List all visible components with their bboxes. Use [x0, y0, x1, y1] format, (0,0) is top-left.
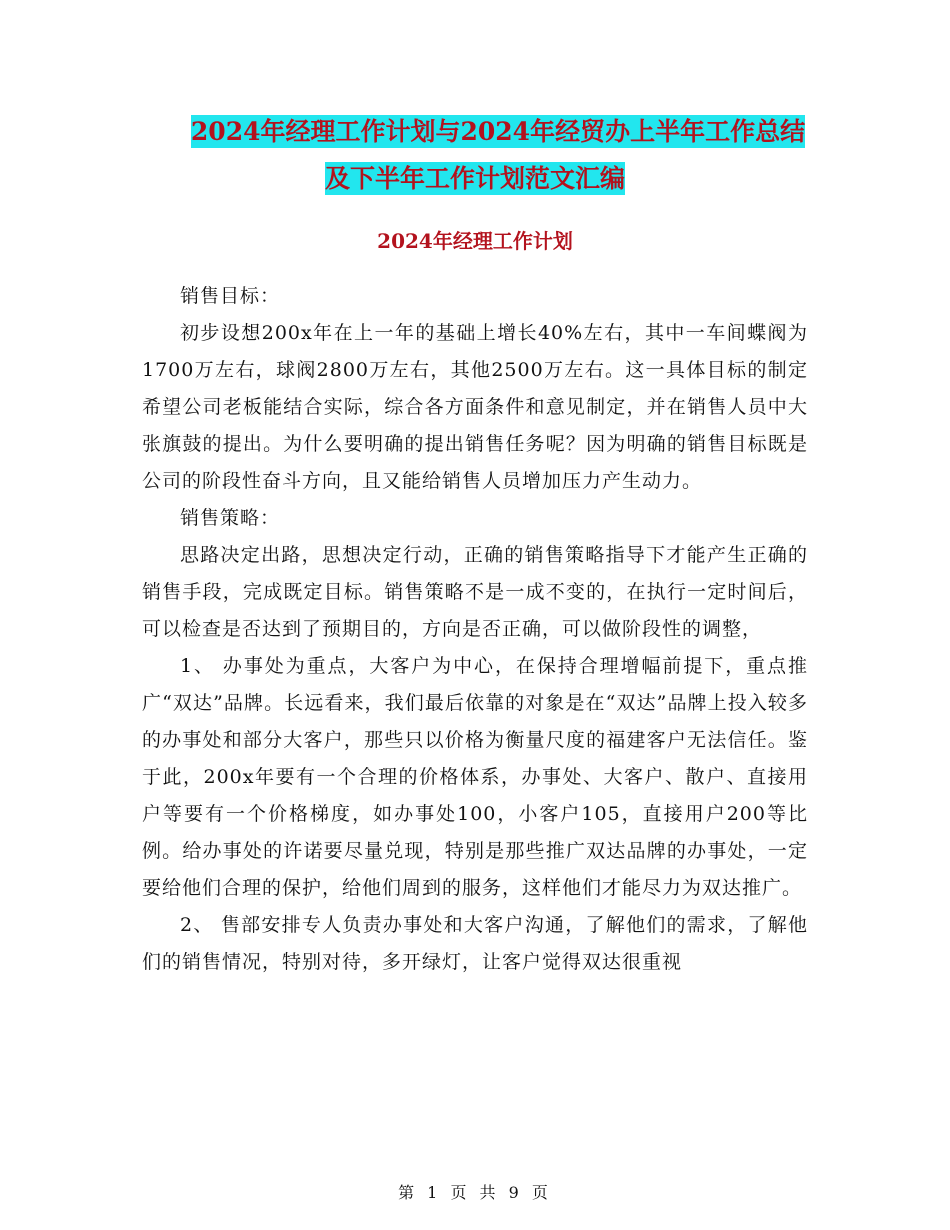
paragraph-sales-target: 初步设想200x年在上一年的基础上增长40%左右，其中一车间蝶阀为1700万左右，球阀2800万左右，其他2500万左右。这一具体目标的制定希望公司老板能结合实际，综合各方面条件和意见制定，并在销售人员中大张旗鼓的提出。为什么要明确的提出销售任务呢？因为明确的销售目标既是公司的阶段性奋斗方向，且又能给销售人员增加压力产生动力。 [142, 322, 808, 492]
paragraph-item-2: 2、 售部安排专人负责办事处和大客户沟通，了解他们的需求，了解他们的销售情况，特别对待，多开绿灯，让客户觉得双达很重视 [142, 914, 808, 973]
title-highlight-2: 及下半年工作计划范文汇编 [324, 164, 625, 193]
document-title-line-1 [0, 112, 950, 148]
page-footer: 第 1 页 共 9 页 [398, 1183, 552, 1202]
paragraph-item-1: 1、 办事处为重点，大客户为中心，在保持合理增幅前提下，重点推广“双达”品牌。长远看来，我们最后依靠的对象是在“双达”品牌上投入较多的办事处和部分大客户，那些只以价格为衡量尺度的福建客户无法信任。鉴于此，200x年要有一个合理的价格体系，办事处、大客户、散户、直接用户等要有一个价格梯度，如办事处100，小客户105，直接用户200等比例。给办事处的许诺要尽量兑现，特别是那些推广双达品牌的办事处，一定要给他们合理的保护，给他们周到的服务，这样他们才能尽力为双达推广。 [142, 655, 808, 899]
title-highlight-1: 2024年经理工作计划与2024年经贸办上半年工作总结 [190, 117, 806, 146]
document-title-line-2 [0, 159, 950, 195]
document-body [142, 278, 808, 981]
paragraph-sales-strategy: 思路决定出路，思想决定行动，正确的销售策略指导下才能产生正确的销售手段，完成既定目标。销售策略不是一成不变的，在执行一定时间后，可以检查是否达到了预期目的，方向是否正确，可以做阶段性的调整， [142, 544, 808, 640]
paragraph-sales-strategy-heading: 销售策略： [180, 507, 281, 529]
section-title: 2024年经理工作计划 [377, 229, 573, 253]
paragraph-sales-target-heading: 销售目标： [180, 285, 281, 307]
